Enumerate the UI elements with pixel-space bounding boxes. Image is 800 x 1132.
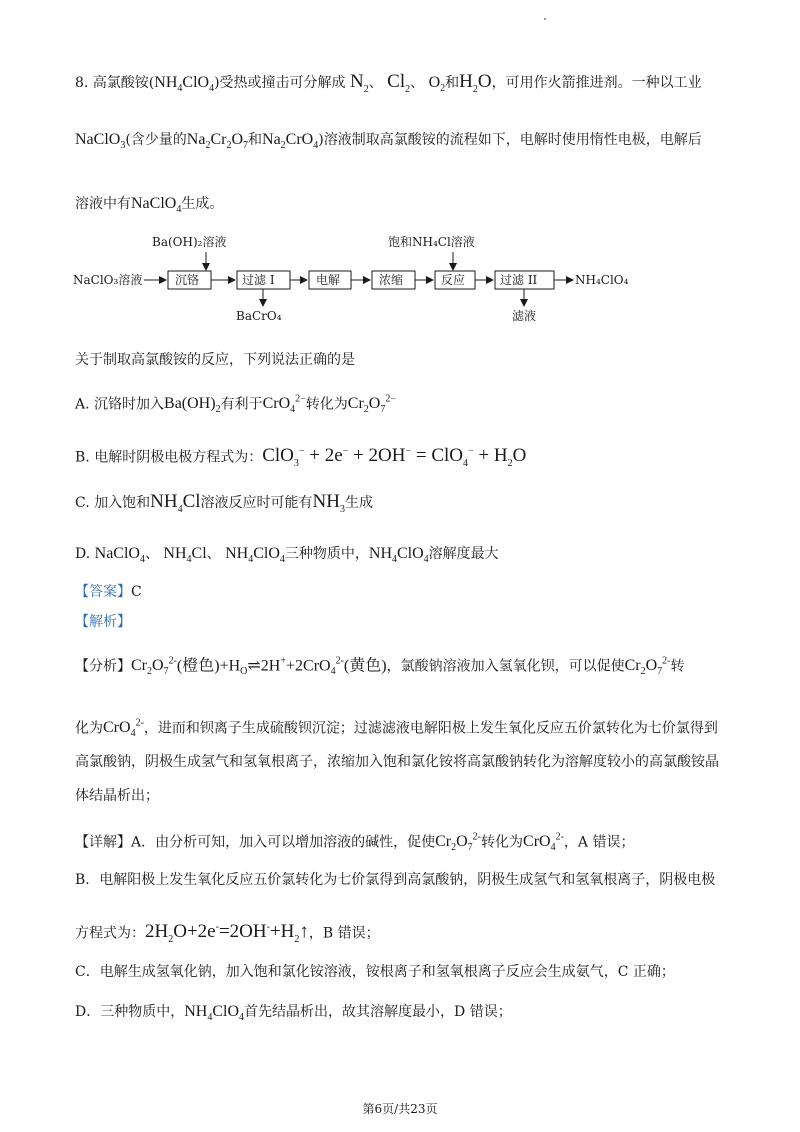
- detail-c: C．电解生成氢氧化钠，加入饱和氯化铵溶液，铵根离子和氢氧根离子反应会生成氨气，C 正确；: [75, 964, 675, 980]
- formula-naclo3: NaClO$_3$: [75, 131, 126, 152]
- answer: 【答案】C: [75, 584, 142, 600]
- detail-d: D．三种物质中，$NH_4ClO_4$首先结晶析出，故其溶解度最小，D 错误；: [75, 1003, 512, 1024]
- question-prompt: 关于制取高氯酸铵的反应，下列说法正确的是: [75, 352, 355, 368]
- box-label-6: 过滤 II: [500, 273, 538, 287]
- detail-a: 【详解】A．由分析可知，加入可以增加溶液的碱性，促使$Cr_2O_7^{2-}$转化为CrO$_4^{2-}$，A 错误；: [75, 832, 635, 854]
- option-c[interactable]: C. 加入饱和$NH_4Cl$溶液反应时可能有$NH_3$生成: [75, 491, 373, 515]
- detail-b-line-1: B．电解阳极上发生氧化反应五价氯转化为七价氯得到高氯酸钠，阴极生成氢气和氢氧根离子，阴极电极: [75, 872, 716, 888]
- analysis-line-2: 化为CrO$_4^{2-}$，进而和钡离子生成硫酸钡沉淀；过滤滤液电解阳极上发生氧化反应五价氯转化为七价氯得到: [75, 718, 718, 740]
- analysis-heading: 【解析】: [75, 614, 131, 630]
- reagent-baoh2: Ba(OH)₂溶液: [152, 235, 227, 249]
- reagent-nh4cl: 饱和NH₄Cl溶液: [388, 235, 475, 249]
- option-d[interactable]: D. NaClO$_4$、 $NH_4Cl$、 $NH_4ClO_4$三种物质中，$NH_4ClO_4$溶解度最大: [75, 545, 499, 566]
- question-line-1: 8. 高氯酸铵$(NH_4ClO_4)$受热或撞击可分解成 $N_2$、 $Cl_2$、 $O_2$和$H_2O$，可用作火箭推进剂。一种以工业: [75, 71, 702, 95]
- box-label-5: 反应: [441, 273, 466, 287]
- page-number: 第6页/共23页: [362, 1102, 438, 1116]
- flow-start: NaClO₃溶液: [73, 273, 143, 287]
- process-flowchart: [70, 232, 690, 327]
- flow-end: NH₄ClO₄: [575, 273, 629, 287]
- question-line-3: 溶液中有NaClO$_4$生成。: [75, 195, 224, 216]
- formula-nh4clo4: $NH_4ClO_4$: [154, 74, 215, 95]
- option-b[interactable]: B. 电解时阴极电极方程式为：$ClO_3^- + 2e^- + 2OH^- = ClO_4^- + H_2O$: [75, 445, 527, 470]
- analysis-line-4: 体结晶析出；: [75, 788, 159, 804]
- option-a[interactable]: A. 沉铬时加入$Ba(OH)_2$有利于CrO$_4^{2-}$转化为$Cr_2O_7^{2-}$: [75, 394, 396, 416]
- analysis-line-1: 【分析】$Cr_2O_7^{2-}$(橙色)$+H_O\rightleftharpoons 2H^++2CrO_4^{2-}$(黄色)，氯酸钠溶液加入氢氧化钡，可以促使$Cr_2O_7^{2-}$转: [75, 656, 685, 678]
- box-label-4: 浓缩: [379, 273, 404, 287]
- scan-dot: [544, 18, 546, 20]
- analysis-line-3: 高氯酸钠，阴极生成氢气和氢氧根离子，浓缩加入饱和氯化铵将高氯酸钠转化为溶解度较小的高氯酸铵晶: [75, 754, 719, 770]
- question-line-2: NaClO$_3$(含少量的$Na_2Cr_2O_7$和$Na_2CrO_4$)溶液制取高氯酸铵的流程如下，电解时使用惰性电极，电解后: [75, 131, 702, 152]
- output-bacro4: BaCrO₄: [236, 309, 282, 323]
- box-label-1: 沉铬: [175, 273, 200, 287]
- box-label-2: 过滤 I: [242, 273, 275, 287]
- box-label-3: 电解: [316, 273, 341, 287]
- detail-b-line-2: 方程式为：$2H_2O+2e^-=2OH^-+H_2↑$，B 错误；: [75, 921, 380, 946]
- output-filtrate: 滤液: [512, 309, 537, 323]
